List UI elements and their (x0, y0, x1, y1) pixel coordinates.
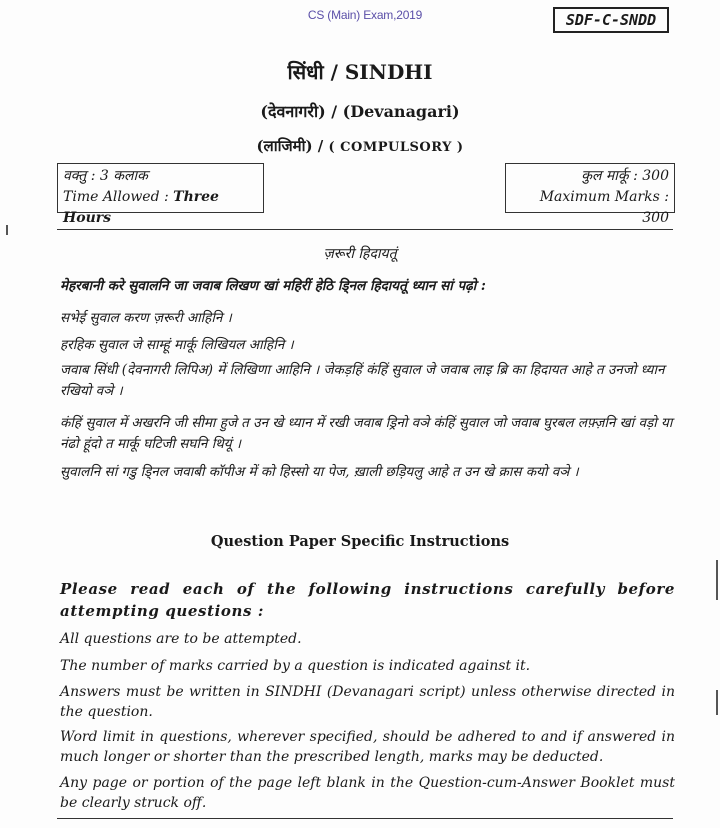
sindhi-instruction-item: हरहिक सुवाल जे साम्हूं मार्कू लिखियल आहिनि । (60, 337, 294, 353)
subject-title: सिंधी / SINDHI (287, 60, 433, 84)
english-instruction-item: Answers must be written in SINDHI (Devanagari script) unless otherwise directed in the question. (60, 684, 675, 720)
scan-margin-mark (716, 690, 718, 715)
question-paper-instructions-heading: Question Paper Specific Instructions (210, 533, 510, 550)
sindhi-instruction-item: जवाब सिंधी (देवनागरी लिपिअ) में लिखिणा आहिनि । जेकड़हिं कंहिं सुवाल जे जवाब लाइ ब्रि का हिदायत आहे त उनजो ध्यान रखियो वञे । (60, 362, 665, 399)
sindhi-instruction-item: कंहिं सुवाल में अखरनि जी सीमा हुजे त उन खे ध्यान में रखी जवाब ड्रिनो वञे कंहिं सुवाल जो जवाब घुरबल लफ़्ज़नि खां वड़ो या नंढो हूंदो त मार्कू घटिजी सघनि थियूं । (60, 415, 673, 452)
exam-stamp: CS (Main) Exam,2019 (307, 8, 423, 22)
english-instruction-item: Word limit in questions, wherever specified, should be adhered to and if answered in much longer or shorter than the prescribed length, marks may be deducted. (60, 729, 675, 765)
divider-bottom (57, 818, 673, 819)
time-allowed-label: Time Allowed : (63, 189, 174, 205)
marks-english: Maximum Marks : 300 (539, 189, 669, 226)
scan-margin-mark (6, 225, 8, 235)
marks-sindhi: कुल मार्कू : 300 (581, 168, 669, 184)
time-allowed-sindhi: वक्तु : 3 कलाक (63, 168, 148, 184)
time-allowed-english (63, 187, 258, 229)
sindhi-instructions-heading: ज़रूरी हिदायतूं (323, 246, 397, 262)
sindhi-instructions-intro: मेहरबानी करे सुवालनि जा जवाब लिखण खां महिरीं हेठि डि्नल हिदायतूं ध्यान सां पढ़ो : (60, 278, 486, 294)
time-allowed-box (57, 163, 264, 226)
english-instruction-item: All questions are to be attempted. (60, 631, 302, 647)
compulsory-english: ( COMPULSORY ) (328, 140, 464, 155)
sindhi-instruction-item: सभेई सुवाल करण ज़रूरी आहिनि । (60, 310, 232, 326)
scan-margin-mark (716, 560, 718, 600)
english-instruction-item: Any page or portion of the page left blank in the Question-cum-Answer Booklet must be clearly struck off. (60, 775, 675, 811)
paper-code-box: SDF-C-SNDD (553, 7, 669, 33)
english-instructions-intro: Please read each of the following instructions carefully before attempting questions : (60, 580, 675, 620)
english-instruction-item: The number of marks carried by a question is indicated against it. (60, 658, 531, 674)
time-allowed-value: Three Hours (63, 189, 219, 226)
maximum-marks-box (505, 163, 675, 226)
sindhi-instruction-item: सुवालनि सां गडु डि्नल जवाबी कॉपीअ में को हिस्सो या पेज, ख़ाली छड़ियलु आहे त उन खे क्रास कयो वञे । (60, 464, 579, 480)
compulsory-hindi: (लाजिमी) / (256, 137, 329, 155)
script-title: (देवनागरी) / (Devanagari) (260, 102, 460, 121)
divider-top (57, 229, 673, 230)
compulsory-title (0, 136, 720, 156)
